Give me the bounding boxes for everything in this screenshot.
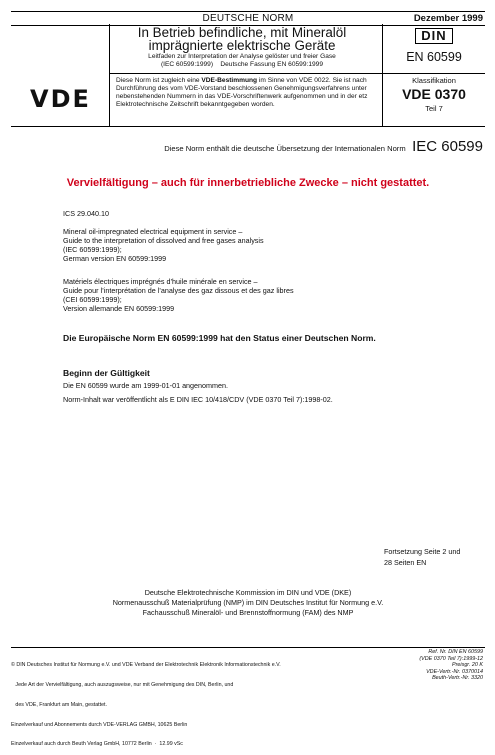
validity-heading: Beginn der Gültigkeit — [63, 368, 150, 378]
classification-label: Klassifikation — [412, 76, 456, 85]
issue-date: Dezember 1999 — [413, 13, 483, 24]
english-title: Mineral oil-impregnated electrical equipment in service – Guide to the interpretation of dissolved and free gases analysis (IEC 60599:1999); German version EN 60599:1999 — [63, 227, 264, 263]
continuation-note: Fortsetzung Seite 2 und 28 Seiten EN — [384, 547, 461, 567]
vde-note: Diese Norm ist zugleich eine VDE-Bestimmung im Sinne von VDE 0022. Sie ist nach Durchführung des vom VDE-Vorstand beschlossenen Genehmigungsverfahrens unter nebenstehenden Nummern in das VDE-Vorschriftenwerk aufgenommen und in der etz Elektrotechnische Zeitschrift bekanntgegeben worden. — [116, 77, 368, 108]
iec-number: IEC 60599 — [412, 138, 483, 155]
footer-reference: Ref. Nr. DIN EN 60599 (VDE 0370 Teil 7):1999-12 Preisgr. 20 K VDE-Vertr.-Nr. 0370014 Beuth-Vertr.-Nr. 3320 — [419, 649, 483, 682]
copy-warning: Vervielfältigung – auch für innerbetriebliche Zwecke – nicht gestattet. — [66, 177, 430, 189]
responsible-committee: Deutsche Elektrotechnische Kommission im DIN und VDE (DKE) Normenausschuß Materialprüfung (NMP) im DIN Deutsches Institut für Normung e.V. Fachausschuß Mineralöl- und Brennstoffnormung (FAM) des NMP — [112, 588, 384, 617]
en-number: EN 60599 — [406, 50, 462, 64]
translation-note: Diese Norm enthält die deutsche Übersetzung der Internationalen Norm IEC 60599 — [164, 138, 483, 155]
footer-copyright: © DIN Deutsches Institut für Normung e.V. und VDE Verband der Elektrotechnik Elektronik Informationstechnik e.V. Jede Art der Vervielfältigung, auch auszugsweise, nur mit Genehmigung des DIN, Berlin, und des VDE, Frankfurt am Main, gestattet. Einzelverkauf und Abonnements durch VDE-VERLAG GMBH, 10625 Berlin Einzelverkauf auch durch Beuth Verlag GmbH, 10772 Berlin · 12.99 vSc — [11, 662, 281, 748]
standard-title — [112, 26, 372, 69]
ics-code: ICS 29.040.10 — [63, 209, 109, 218]
standard-subtitle-line-1: Leitfaden zur Interpretation der Analyse gelöster und freier Gase — [148, 53, 336, 60]
french-title: Matériels électriques imprégnés d’huile minérale en service – Guide pour l’interprétation de l’analyse des gaz dissous et des gaz libres (CEI 60599:1999); Version allemande EN 60599:1999 — [63, 277, 294, 313]
din-logo: DIN — [415, 28, 452, 44]
classification-number: VDE 0370 — [402, 86, 466, 102]
classification-part: Teil 7 — [425, 104, 443, 113]
validity-section: Beginn der Gültigkeit Die EN 60599 wurde am 1999-01-01 angenommen. Norm-Inhalt war veröffentlicht als E DIN IEC 10/418/CDV (VDE 0370 Teil 7):1998-02. — [63, 367, 483, 405]
classification-block — [383, 76, 485, 114]
vde-logo: VDE — [30, 85, 91, 113]
document-type-label: DEUTSCHE NORM — [202, 13, 294, 24]
standard-title-line-1: In Betrieb befindliche, mit Mineralöl — [137, 25, 347, 40]
standard-subtitle-line-2: (IEC 60599:1999) Deutsche Fassung EN 60599:1999 — [160, 61, 324, 68]
din-block — [383, 27, 485, 64]
footer-rule — [11, 647, 485, 648]
standard-title-line-2: imprägnierte elektrische Geräte — [148, 38, 336, 53]
status-statement: Die Europäische Norm EN 60599:1999 hat den Status einer Deutschen Norm. — [63, 333, 376, 343]
